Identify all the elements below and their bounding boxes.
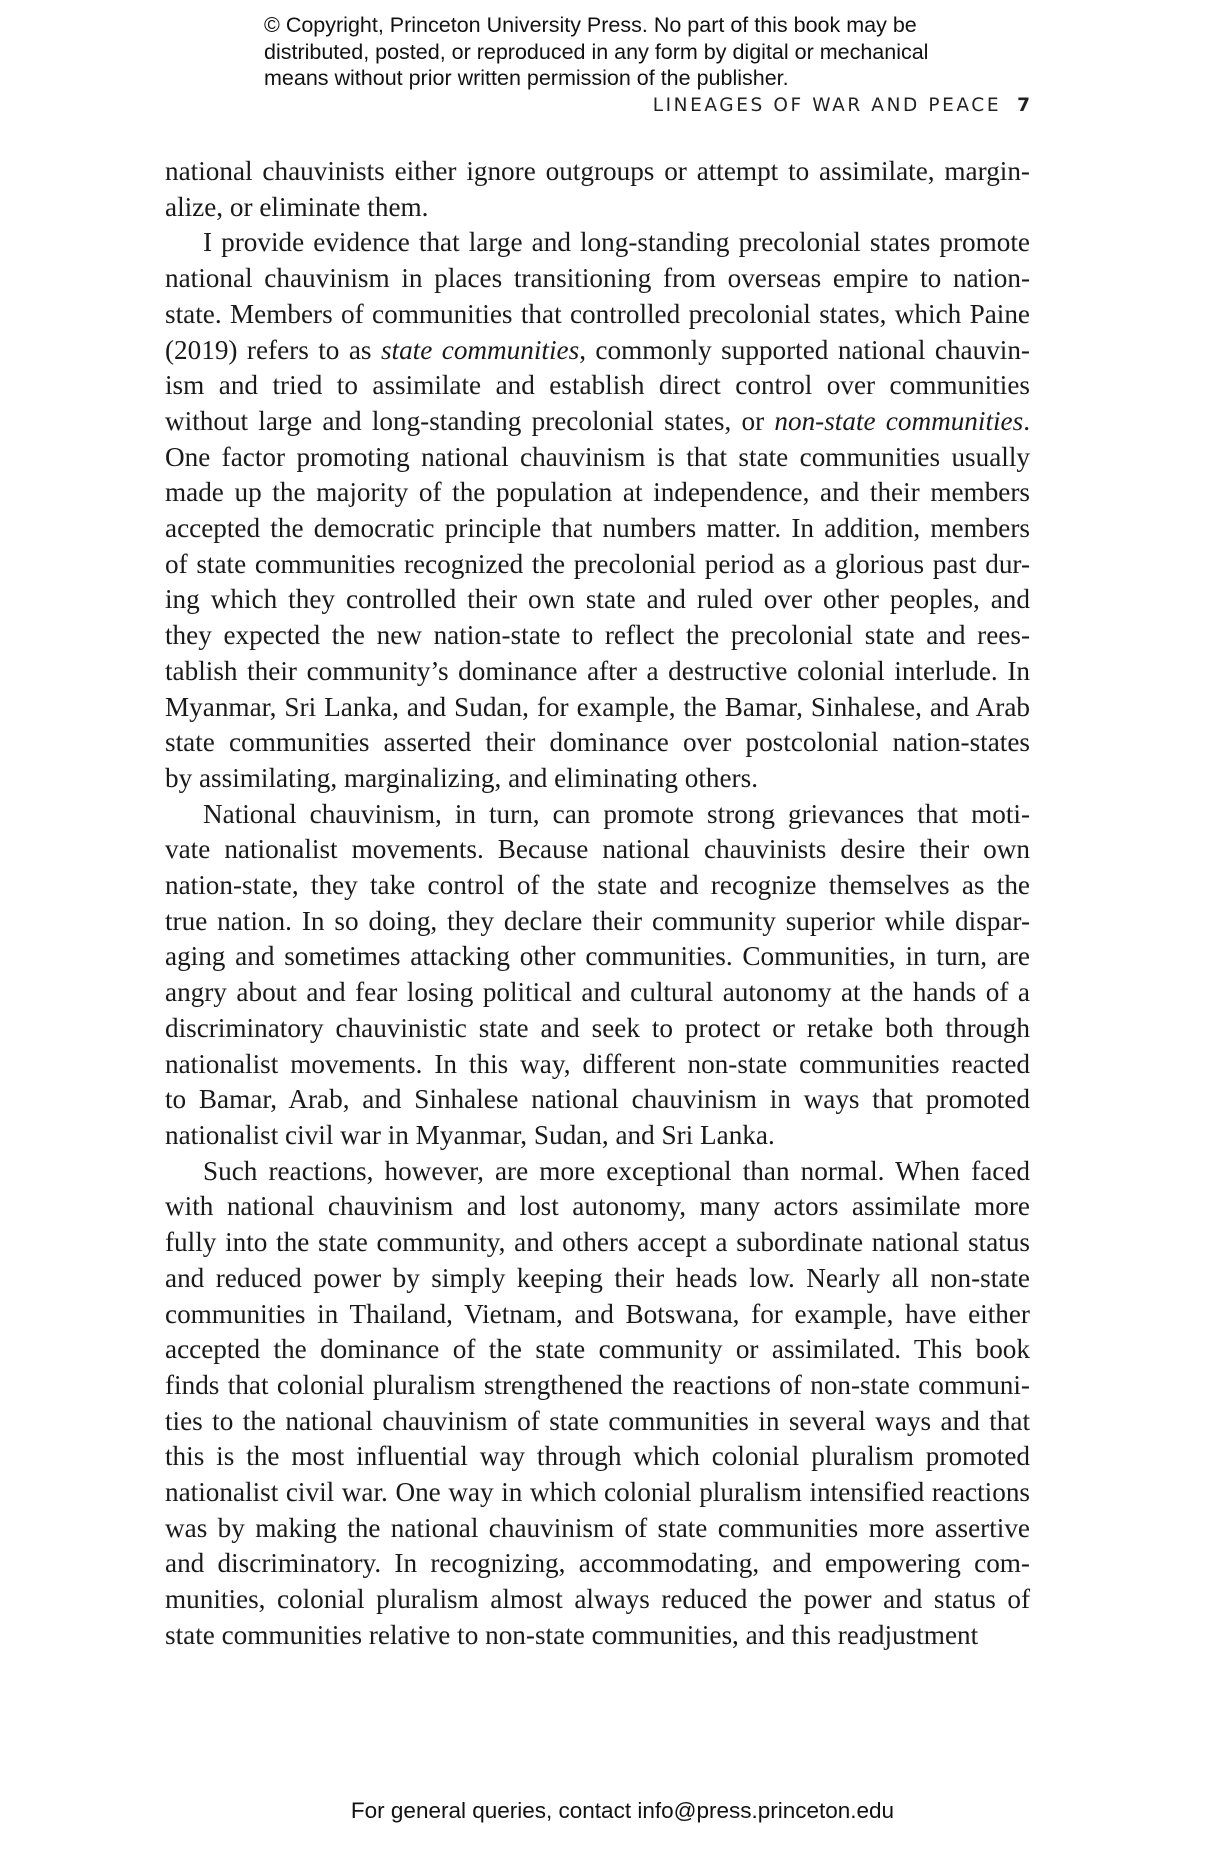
text-run: nation-state, they take control of the state and recognize themselves as the	[165, 870, 1030, 901]
text-run: One factor promoting national chauvinism is that state communities usually	[165, 441, 1030, 472]
text-line	[165, 190, 1030, 226]
text-line	[165, 1011, 1030, 1047]
text-line	[165, 1511, 1030, 1547]
text-line	[165, 582, 1030, 618]
text-line	[165, 1618, 1030, 1654]
copyright-notice-line: distributed, posted, or reproduced in any form by digital or mechanical	[264, 39, 929, 64]
text-line	[165, 1082, 1030, 1118]
footer-contact-text: For general queries, contact info@press.princeton.edu	[350, 1798, 895, 1823]
text-line	[165, 297, 1030, 333]
text-run: accepted the democratic principle that numbers matter. In addition, members	[165, 513, 1030, 544]
text-run: I provide evidence that large and long-standing precolonial states promote	[203, 227, 1030, 258]
text-line	[165, 1582, 1030, 1618]
paragraph	[165, 1154, 1030, 1654]
text-line	[165, 404, 1030, 440]
paragraph	[165, 154, 1030, 225]
text-run: alize, or eliminate them.	[165, 191, 429, 222]
body-text	[165, 154, 1030, 1654]
running-head-title: LINEAGES OF WAR AND PEACE	[652, 95, 1002, 116]
text-run: state communities relative to non-state communities, and this readjustment	[165, 1619, 979, 1650]
text-line	[165, 868, 1030, 904]
italic-term: non-state communities	[774, 405, 1024, 436]
copyright-notice-line: © Copyright, Princeton University Press. No part of this book may be	[264, 13, 917, 37]
text-line	[165, 797, 1030, 833]
page-number: 7	[1017, 95, 1030, 116]
text-run: national chauvinists either ignore outgroups or attempt to assimilate, margin-	[165, 156, 1030, 186]
text-run: communities in Thailand, Vietnam, and Botswana, for example, have either	[165, 1298, 1030, 1329]
text-run: made up the majority of the population at independence, and their members	[165, 477, 1030, 508]
text-line	[165, 761, 1030, 797]
text-line	[165, 333, 1030, 369]
footer-contact	[0, 1798, 1225, 1824]
text-line	[165, 939, 1030, 975]
text-line	[165, 1261, 1030, 1297]
text-run: national chauvinism in places transitioning from overseas empire to nation-	[165, 263, 1030, 294]
text-run: , commonly supported national chauvin-	[579, 334, 1030, 365]
text-line	[165, 1332, 1030, 1368]
text-run: this is the most influential way through which colonial pluralism promoted	[165, 1441, 1030, 1472]
text-run: true nation. In so doing, they declare their community superior while dispar-	[165, 905, 1030, 936]
text-line	[165, 832, 1030, 868]
text-run: state communities asserted their dominance over postcolonial nation-states	[165, 727, 1030, 758]
text-run: munities, colonial pluralism almost always reduced the power and status of	[165, 1584, 1030, 1615]
text-line	[165, 1297, 1030, 1333]
text-run: vate nationalist movements. Because national chauvinists desire their own	[165, 834, 1030, 865]
text-line	[165, 1118, 1030, 1154]
text-line	[165, 368, 1030, 404]
text-run: accepted the dominance of the state community or assimilated. This book	[165, 1334, 1030, 1365]
text-run: ing which they controlled their own state and ruled over other peoples, and	[165, 584, 1030, 615]
text-run: aging and sometimes attacking other communities. Communities, in turn, are	[165, 941, 1030, 972]
text-run: tablish their community’s dominance after a destructive colonial interlude. In	[165, 655, 1030, 686]
paragraph	[165, 797, 1030, 1154]
text-line	[165, 475, 1030, 511]
text-line	[165, 1404, 1030, 1440]
running-head	[653, 95, 1030, 116]
text-run: nationalist civil war. One way in which colonial pluralism intensified reactions	[165, 1477, 1030, 1508]
text-run: and discriminatory. In recognizing, accommodating, and empowering com-	[165, 1548, 1030, 1579]
copyright-notice-line: means without prior written permission of the publisher.	[264, 66, 789, 90]
copyright-notice	[264, 12, 1024, 92]
text-line	[165, 1047, 1030, 1083]
text-line	[165, 154, 1030, 190]
text-line	[165, 975, 1030, 1011]
text-run: to Bamar, Arab, and Sinhalese national chauvinism in ways that promoted	[165, 1084, 1030, 1115]
text-run: nationalist civil war in Myanmar, Sudan, and Sri Lanka.	[165, 1119, 775, 1150]
text-line	[165, 1225, 1030, 1261]
text-line	[165, 261, 1030, 297]
text-run: they expected the new nation-state to reflect the precolonial state and rees-	[165, 620, 1030, 651]
paragraph	[165, 225, 1030, 796]
text-run: discriminatory chauvinistic state and seek to protect or retake both through	[165, 1012, 1030, 1043]
text-line	[165, 1439, 1030, 1475]
text-line	[165, 1368, 1030, 1404]
text-line	[165, 725, 1030, 761]
text-run: angry about and fear losing political and cultural autonomy at the hands of a	[165, 977, 1030, 1008]
text-line	[165, 654, 1030, 690]
text-run: of state communities recognized the precolonial period as a glorious past dur-	[165, 548, 1030, 579]
text-run: ism and tried to assimilate and establish direct control over communities	[165, 370, 1030, 401]
text-run: Myanmar, Sri Lanka, and Sudan, for example, the Bamar, Sinhalese, and Arab	[165, 691, 1030, 722]
text-run: without large and long-standing precolonial states, or	[165, 405, 775, 436]
text-line	[165, 440, 1030, 476]
text-run: and reduced power by simply keeping their heads low. Nearly all non-state	[165, 1262, 1030, 1293]
text-line	[165, 225, 1030, 261]
text-line	[165, 1546, 1030, 1582]
text-run: finds that colonial pluralism strengthened the reactions of non-state communi-	[165, 1369, 1030, 1400]
text-run: by assimilating, marginalizing, and eliminating others.	[165, 762, 758, 793]
text-line	[165, 547, 1030, 583]
text-run: ties to the national chauvinism of state communities in several ways and that	[165, 1405, 1030, 1436]
text-run: nationalist movements. In this way, different non-state communities reacted	[165, 1048, 1030, 1079]
text-line	[165, 618, 1030, 654]
text-run: was by making the national chauvinism of state communities more assertive	[165, 1512, 1030, 1543]
text-line	[165, 1189, 1030, 1225]
text-run: fully into the state community, and others accept a subordinate national status	[165, 1227, 1030, 1258]
text-line	[165, 690, 1030, 726]
text-run: state. Members of communities that controlled precolonial states, which Paine	[165, 298, 1030, 329]
text-run: (2019) refers to as	[165, 334, 381, 365]
text-line	[165, 511, 1030, 547]
text-run: National chauvinism, in turn, can promote strong grievances that moti-	[203, 798, 1030, 829]
text-line	[165, 1154, 1030, 1190]
text-run: .	[1023, 405, 1030, 436]
text-line	[165, 1475, 1030, 1511]
italic-term: state communities	[380, 334, 580, 365]
text-run: with national chauvinism and lost autonomy, many actors assimilate more	[165, 1191, 1030, 1222]
text-run: Such reactions, however, are more exceptional than normal. When faced	[203, 1155, 1030, 1186]
text-line	[165, 904, 1030, 940]
